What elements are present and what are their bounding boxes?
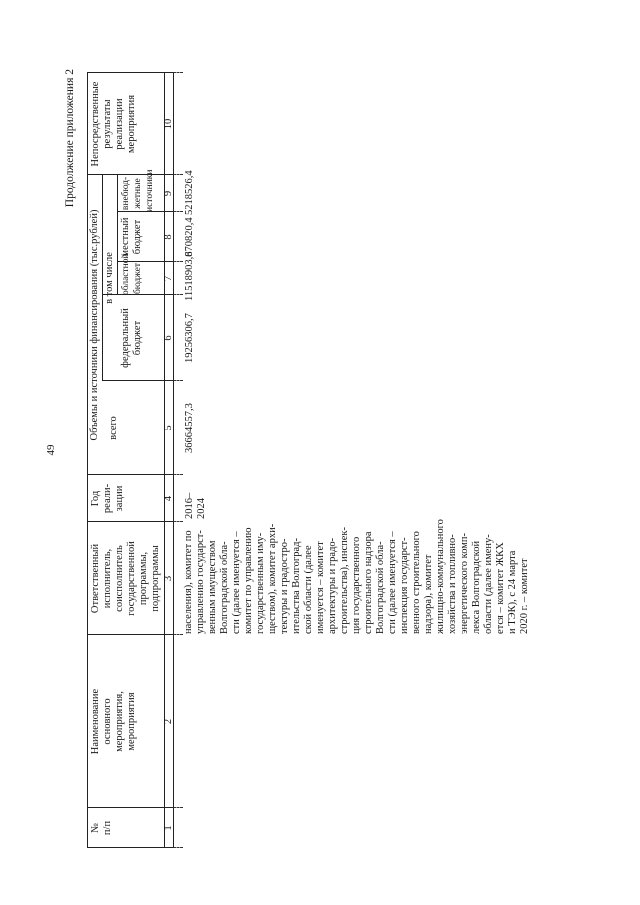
header-extrabudget: внебюд- жетные источники bbox=[121, 169, 155, 212]
header-including: в том числе bbox=[104, 252, 115, 304]
col-number-4: 4 bbox=[163, 495, 174, 502]
col-number-7: 7 bbox=[163, 275, 174, 282]
header-regional: областной бюджет bbox=[121, 253, 143, 295]
col-number-2: 2 bbox=[163, 718, 174, 725]
header-col-responsible: Ответственный исполнитель, соисполнитель государственной программы, подпрограммы bbox=[90, 541, 161, 616]
header-col-name: Наименование основного мероприятия, мероприятия bbox=[90, 688, 137, 755]
header-funding-group: Объемы и источники финансирования (тыс.рублей) bbox=[89, 209, 100, 441]
row-year: 2016– 2024 bbox=[184, 492, 207, 519]
header-local: местный бюджет bbox=[120, 217, 143, 257]
header-federal: федеральный бюджет bbox=[120, 308, 143, 368]
col-number-9: 9 bbox=[163, 190, 174, 197]
header-total: всего bbox=[108, 416, 119, 440]
row-total: 36664557,3 bbox=[184, 403, 195, 453]
continuation-note: Продолжение приложения 2 bbox=[64, 69, 76, 208]
page-number: 49 bbox=[45, 444, 57, 456]
row-local: 670820,4 bbox=[184, 217, 195, 257]
col-number-6: 6 bbox=[163, 335, 174, 341]
row-responsible-text: населения), комитет по управлению государст- венным имуществом Волгоградской обла- сти (далее именуется – комитет по управлению государственным иму- ществом), комитет архи- тектуры и градостро- ительства Волгоград- ской области (далее именуется – комитет архитектуры и градо- строительства), инспек- ция государственного строительного надзора Волгоградской обла- сти (далее именуется – инспекция государст- венного строительного надзора), комитет жилищно-коммунального хозяйства и топливно- энергетического комп- лекса Волгоградской области (далее имену- ется – комитет ЖКХ и ТЭК), с 24 марта 2020 г. – комитет bbox=[183, 519, 530, 634]
funding-header-rule bbox=[102, 175, 103, 381]
header-results: Непосредственные результаты реализации мероприятия bbox=[90, 81, 137, 167]
row-regional: 11518903,8 bbox=[184, 251, 195, 301]
col-number-3: 3 bbox=[163, 575, 174, 582]
col-number-5: 5 bbox=[163, 425, 174, 431]
col-number-8: 8 bbox=[163, 234, 174, 240]
row-extrabudget: 5218526,4 bbox=[184, 170, 195, 215]
col-number-1: 1 bbox=[163, 825, 174, 831]
table-top-border bbox=[87, 73, 88, 848]
row-federal: 19256306,7 bbox=[184, 313, 195, 363]
header-col-year: Год реали- зации bbox=[90, 483, 125, 514]
including-header-rule bbox=[117, 175, 118, 295]
col-number-10: 10 bbox=[163, 118, 174, 130]
header-col-number: № п/п bbox=[90, 820, 113, 836]
